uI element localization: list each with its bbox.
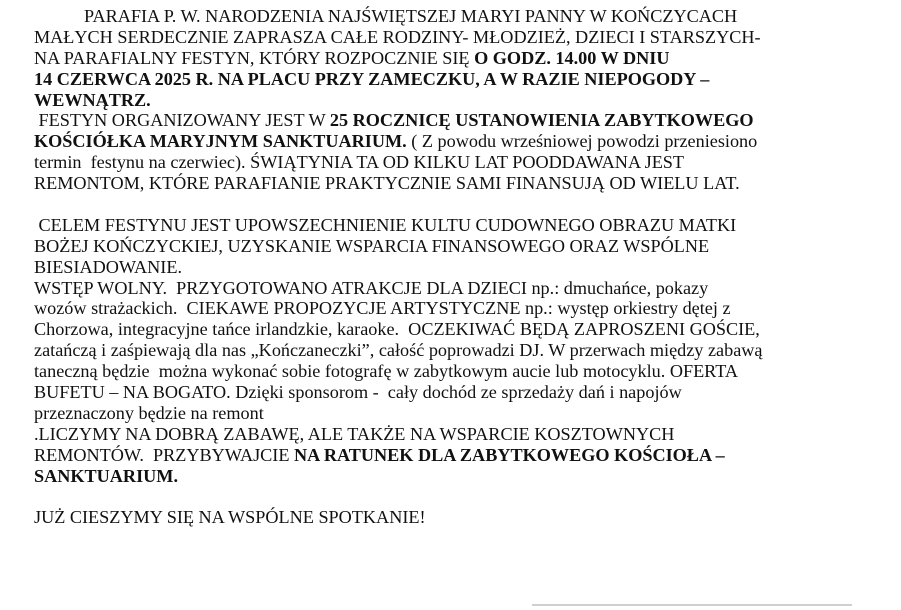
text-line: BOŻEJ KOŃCZYCKIEJ, UZYSKANIE WSPARCIA FINANSOWEGO ORAZ WSPÓLNE <box>34 235 710 256</box>
text-line <box>34 48 894 69</box>
text-line: .LICZYMY NA DOBRĄ ZABAWĘ, ALE TAKŻE NA WSPARCIE KOSZTOWNYCH <box>34 423 675 444</box>
text-line <box>34 131 894 152</box>
bold-text-run: SANKTUARIUM. <box>34 465 178 486</box>
text-run: ( Z powodu wrześniowej powodzi przeniesiono <box>406 131 758 152</box>
text-line <box>34 445 894 466</box>
closing-line: JUŻ CIESZYMY SIĘ NA WSPÓLNE SPOTKANIE! <box>34 507 426 528</box>
blank-line <box>34 194 894 215</box>
text-line: wozów strażackich. CIEKAWE PROPOZYCJE ARTYSTYCZNE np.: występ orkiestry dętej z <box>34 298 731 319</box>
blank-line <box>34 486 894 507</box>
paragraph-purpose <box>34 215 894 278</box>
text-run: REMONTÓW. PRZYBYWAJCIE <box>34 444 295 465</box>
text-line <box>34 466 894 487</box>
text-line: BUFETU – NA BOGATO. Dzięki sponsorom - cały dochód ze sprzedaży dań i napojów <box>34 382 682 403</box>
paragraph-attractions <box>34 278 894 424</box>
text-line: zatańczą i zaśpiewają dla nas „Kończaneczki”, całość poprowadzi DJ. W przerwach między zabawą <box>34 340 763 361</box>
text-line: taneczną będzie można wykonać sobie fotografę w zabytkowym aucie lub motocyklu. OFERTA <box>34 361 739 382</box>
text-run: FESTYN ORGANIZOWANY JEST W <box>34 110 330 131</box>
text-line: termin festynu na czerwiec). ŚWIĄTYNIA TA OD KILKU LAT POODDAWANA JEST <box>34 152 685 173</box>
page-edge-divider <box>532 604 852 606</box>
bold-text-run: KOŚCIÓŁKA MARYJNYM SANKTUARIUM. <box>34 131 407 152</box>
text-line: WSTĘP WOLNY. PRZYGOTOWANO ATRAKCJE DLA DZIECI np.: dmuchańce, pokazy <box>34 277 709 298</box>
bold-text-run: 14 CZERWCA 2025 R. NA PLACU PRZY ZAMECZKU, A W RAZIE NIEPOGODY – <box>34 68 710 89</box>
bold-text-run: NA RATUNEK DLA ZABYTKOWEGO KOŚCIOŁA – <box>294 444 725 465</box>
text-line: MAŁYCH SERDECZNIE ZAPRASZA CAŁE RODZINY- MŁODZIEŻ, DZIECI I STARSZYCH- <box>34 26 761 47</box>
paragraph-invitation <box>34 6 894 110</box>
text-line: PARAFIA P. W. NARODZENIA NAJŚWIĘTSZEJ MARYI PANNY W KOŃCZYCACH <box>84 6 738 26</box>
document-body <box>34 6 894 528</box>
text-line: BIESIADOWANIE. <box>34 256 183 277</box>
bold-text-run: 25 ROCZNICĘ USTANOWIENIA ZABYTKOWEGO <box>329 110 754 131</box>
text-line: REMONTOM, KTÓRE PARAFIANIE PRAKTYCZNIE SAMI FINANSUJĄ OD WIELU LAT. <box>34 173 740 194</box>
text-line <box>34 90 894 111</box>
bold-text-run: O GODZ. 14.00 W DNIU <box>474 47 670 68</box>
bold-text-run: WEWNĄTRZ. <box>34 89 151 110</box>
text-line <box>34 110 894 131</box>
text-line: przeznaczony będzie na remont <box>34 402 264 423</box>
paragraph-appeal <box>34 424 894 487</box>
text-line: CELEM FESTYNU JEST UPOWSZECHNIENIE KULTU CUDOWNEGO OBRAZU MATKI <box>34 214 737 235</box>
text-line: Chorzowa, integracyjne tańce irlandzkie, karaoke. OCZEKIWAĆ BĘDĄ ZAPROSZENI GOŚCIE, <box>34 319 760 340</box>
paragraph-anniversary <box>34 110 894 194</box>
text-run: NA PARAFIALNY FESTYN, KTÓRY ROZPOCZNIE SIĘ <box>34 47 475 68</box>
text-line <box>34 69 894 90</box>
